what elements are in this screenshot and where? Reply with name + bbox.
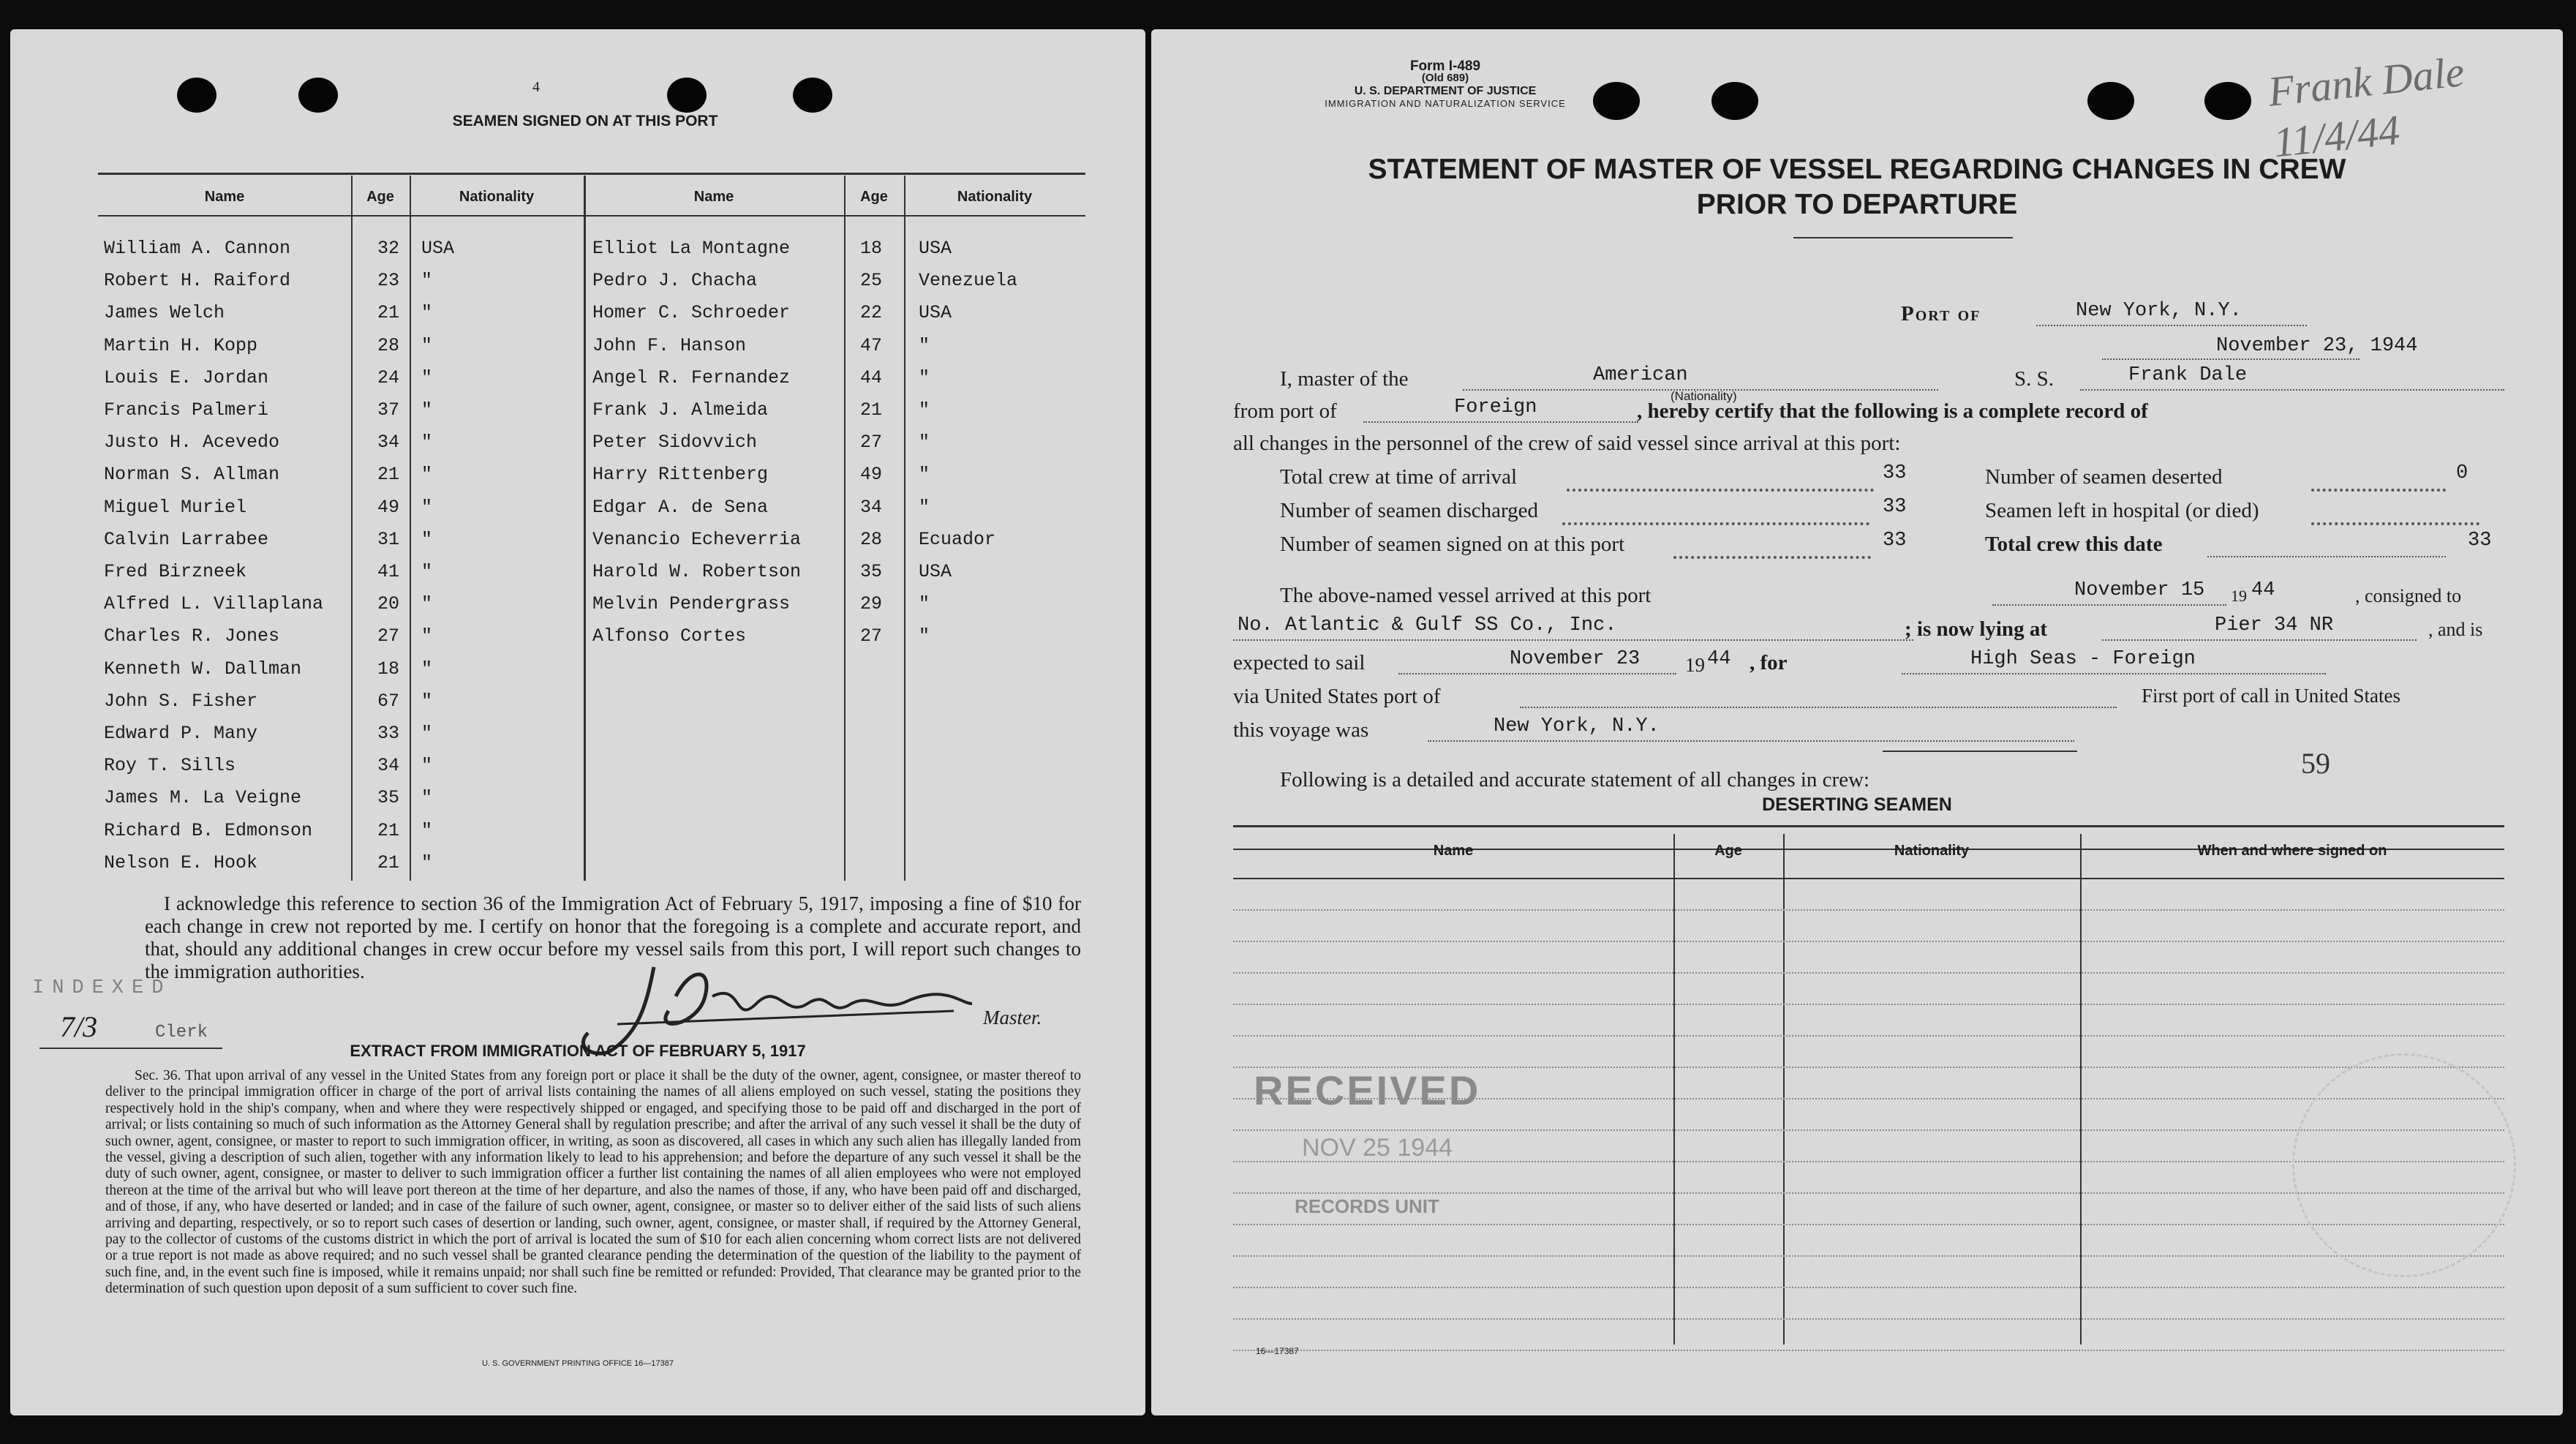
vessel-name: Frank Dale <box>2128 364 2248 386</box>
crew-nationality: " <box>421 755 433 776</box>
crew-nationality: " <box>421 335 433 356</box>
nationality-value: American <box>1593 364 1688 386</box>
total-crew-label: Total crew at time of arrival <box>1280 465 1518 489</box>
faint-seal <box>2292 1053 2516 1277</box>
form-old-number: (Old 689) <box>1421 72 1469 84</box>
first-port-label: First port of call in United States <box>2142 685 2400 707</box>
received-date: NOV 25 1944 <box>1302 1134 1453 1162</box>
crew-nationality: " <box>421 852 433 873</box>
title-rule <box>1793 237 2013 238</box>
crew-name: Melvin Pendergrass <box>592 593 791 614</box>
crew-name: Kenneth W. Dallman <box>104 658 302 680</box>
expected-label: expected to sail <box>1233 651 1366 674</box>
col-header-name: Name <box>204 189 245 205</box>
consignee-value: No. Atlantic & Gulf SS Co., Inc. <box>1238 614 1617 636</box>
desert-table-row <box>1233 1255 2504 1257</box>
crew-name: Edward P. Many <box>104 723 258 744</box>
extract-title: EXTRACT FROM IMMIGRATION ACT OF FEBRUARY 5, 1917 <box>350 1042 806 1060</box>
crew-name: Norman S. Allman <box>104 464 280 485</box>
crew-nationality: " <box>919 497 930 518</box>
crew-age: 35 <box>377 787 400 808</box>
certify-text-2: all changes in the personnel of the crew of said vessel since arrival at this port: <box>1233 432 1901 455</box>
crew-age: 21 <box>377 464 400 485</box>
arrived-rule <box>1992 604 2226 606</box>
handwritten-note: Frank Dale 11/4/44 <box>2265 48 2467 167</box>
total-date-leader <box>2207 556 2446 557</box>
handwritten-page-number: 59 <box>2301 747 2330 780</box>
crew-nationality: " <box>421 302 433 323</box>
crew-table-row <box>10 459 1145 491</box>
col-header-nationality: Nationality <box>459 189 535 205</box>
crew-table-row <box>10 492 1145 524</box>
desert-col-age: Age <box>1714 843 1742 859</box>
deserting-seamen-title: DESERTING SEAMEN <box>1762 794 1952 815</box>
arrived-month-day: November 15 <box>2074 579 2205 601</box>
crew-nationality: " <box>421 529 433 550</box>
binder-hole <box>298 78 338 113</box>
crew-nationality: " <box>919 625 930 647</box>
via-port-rule <box>1520 707 2117 708</box>
crew-nationality: " <box>919 399 930 421</box>
sail-year: 44 <box>1707 648 1731 670</box>
crew-age: 23 <box>377 270 400 291</box>
crew-nationality: USA <box>919 561 952 582</box>
crew-nationality: " <box>919 593 930 614</box>
crew-table-row <box>10 750 1145 782</box>
voyage-value: New York, N.Y. <box>1494 715 1660 737</box>
total-date-label: Total crew this date <box>1985 533 2163 556</box>
total-date-value: 33 <box>2468 530 2492 552</box>
arrived-label: The above-named vessel arrived at this port <box>1280 584 1652 607</box>
crew-nationality: " <box>421 432 433 453</box>
crew-age: 44 <box>860 367 883 388</box>
desert-table-row <box>1233 1350 2504 1351</box>
consigned-label: , consigned to <box>2355 585 2462 606</box>
ss-label: S. S. <box>2014 367 2055 391</box>
col-header-nationality: Nationality <box>957 189 1033 205</box>
crew-nationality: " <box>919 367 930 388</box>
crew-name: William A. Cannon <box>104 238 291 259</box>
service-name: IMMIGRATION AND NATURALIZATION SERVICE <box>1325 98 1566 109</box>
department-name: U. S. DEPARTMENT OF JUSTICE <box>1354 85 1537 97</box>
desert-table-row <box>1233 1318 2504 1320</box>
right-page: Form I-489 (Old 689) U. S. DEPARTMENT OF JUSTICE IMMIGRATION AND NATURALIZATION SERVICE Frank Dale 11/4/44 STATEMENT OF MASTER OF VESSEL REGARDING CHANGES IN CREW PRIOR TO DEPARTURE Port of New York, N.Y. November 23, 1944 I, master of the American (Nationality) S. S. Frank Dale from port of Foreign , hereby certify that the following is a complete record of all changes in the personnel of the crew of said vessel since arrival at this port: Total crew at time of arrival 33 Number of seamen deserted 0 Number of seamen discharged 33 Seamen left in hospital (or died) Number of seamen signed on at this port 33 Total crew this date 33 The above-named vessel arrived at this port November 15 19 44 , consigned to No. Atlantic & Gulf SS Co., Inc. ; is now lying at Pier 34 NR , and is expected to sail November 23 19 44 , for High Seas - Foreign via United States port of First port of call in United States this voyage was New York, N.Y. Following is a detailed and accurate statement of all changes in crew: 59 DESERTING SEAMEN Name Age Nationality When and where signed on RECEIVED NOV 25 1944 RECORDS UNIT 16—17387 <box>1151 29 2563 1415</box>
crew-table-row <box>10 782 1145 814</box>
crew-nationality: " <box>421 561 433 582</box>
crew-age: 21 <box>377 852 400 873</box>
vessel-rule <box>2080 389 2504 391</box>
signed-on-leader <box>1673 556 1871 559</box>
crew-age: 29 <box>860 593 883 614</box>
clerk-label: Clerk <box>155 1023 208 1042</box>
crew-nationality: " <box>421 658 433 680</box>
desert-table-row <box>1233 1035 2504 1037</box>
crew-age: 22 <box>860 302 883 323</box>
page-number: 4 <box>532 79 540 95</box>
crew-age: 35 <box>860 561 883 582</box>
crew-age: 34 <box>860 497 883 518</box>
desert-col-nationality: Nationality <box>1894 843 1970 859</box>
discharged-value: 33 <box>1883 496 1907 518</box>
crew-nationality: " <box>421 625 433 647</box>
printing-office-line: U. S. GOVERNMENT PRINTING OFFICE 16—17387 <box>481 1359 674 1368</box>
port-label: Port of <box>1901 302 1981 326</box>
binder-hole <box>2204 82 2251 120</box>
crew-name: Robert H. Raiford <box>104 270 291 291</box>
crew-table-row <box>10 233 1145 265</box>
destination-value: High Seas - Foreign <box>1970 648 2196 670</box>
form-number: Form I-489 <box>1409 59 1481 74</box>
sail-date: November 23 <box>1510 648 1641 670</box>
crew-nationality: Ecuador <box>919 529 996 550</box>
master-of-label: I, master of the <box>1280 367 1409 391</box>
lying-value: Pier 34 NR <box>2215 614 2334 636</box>
crew-name: Justo H. Acevedo <box>104 432 280 453</box>
crew-table-row <box>10 426 1145 459</box>
crew-age: 49 <box>860 464 883 485</box>
crew-age: 33 <box>377 723 400 744</box>
crew-nationality: " <box>421 464 433 485</box>
signed-on-label: Number of seamen signed on at this port <box>1280 533 1625 556</box>
date-rule <box>2102 358 2360 360</box>
signed-on-value: 33 <box>1883 530 1907 552</box>
deserted-leader <box>2311 489 2446 492</box>
crew-name: Venancio Echeverria <box>592 529 802 550</box>
crew-nationality: " <box>421 367 433 388</box>
desert-table-row <box>1233 1287 2504 1288</box>
nationality-caption: (Nationality) <box>1671 389 1737 403</box>
crew-nationality: " <box>421 399 433 421</box>
arrived-year: 44 <box>2251 579 2275 601</box>
crew-age: 25 <box>860 270 883 291</box>
crew-age: 47 <box>860 335 883 356</box>
crew-age: 34 <box>377 432 400 453</box>
crew-name: John F. Hanson <box>592 335 747 356</box>
desert-col-name: Name <box>1433 843 1474 859</box>
crew-table-row <box>10 718 1145 750</box>
voyage-label: this voyage was <box>1233 718 1369 742</box>
crew-table-row <box>10 297 1145 329</box>
following-text: Following is a detailed and accurate statement of all changes in crew: <box>1280 768 1870 791</box>
from-port-value: Foreign <box>1454 396 1537 418</box>
left-page <box>10 29 1145 1415</box>
crew-age: 28 <box>860 529 883 550</box>
lying-rule <box>2102 639 2417 641</box>
desert-col-when-where: When and where signed on <box>2197 843 2387 859</box>
binder-hole <box>667 78 707 113</box>
form-title-line2: PRIOR TO DEPARTURE <box>1696 189 2018 220</box>
crew-table-row <box>10 330 1145 362</box>
desert-table-top <box>1233 825 2504 827</box>
crew-nationality: " <box>421 723 433 744</box>
crew-age: 27 <box>860 432 883 453</box>
port-rule <box>2036 325 2307 326</box>
binder-hole <box>793 78 832 113</box>
from-port-rule <box>1363 421 1638 423</box>
binder-hole <box>2087 82 2134 120</box>
crew-age: 34 <box>377 755 400 776</box>
crew-name: Harry Rittenberg <box>592 464 769 485</box>
crew-name: Frank J. Almeida <box>592 399 769 421</box>
form-title-line1: STATEMENT OF MASTER OF VESSEL REGARDING CHANGES IN CREW <box>1368 154 2346 185</box>
sail-date-rule <box>1398 673 1676 674</box>
desert-table-row <box>1233 909 2504 911</box>
lying-label: ; is now lying at <box>1905 617 2047 641</box>
crew-age: 27 <box>377 625 400 647</box>
crew-nationality: " <box>421 593 433 614</box>
table-header-rule <box>98 215 1085 217</box>
port-value: New York, N.Y. <box>2076 300 2242 322</box>
crew-name: Homer C. Schroeder <box>592 302 791 323</box>
crew-name: Francis Palmeri <box>104 399 269 421</box>
acknowledgement-text: I acknowledge this reference to section 36 of the Immigration Act of February 5, 1917, imposing a fine of $10 for each change in crew not reported by me. I certify on honor that the foregoing is a complete and accurate report, and that, should any additional changes in crew occur before my vessel sails from this port, I will report such changes to the immigration authorities. <box>145 892 1081 982</box>
crew-nationality: " <box>919 432 930 453</box>
crew-name: Harold W. Robertson <box>592 561 802 582</box>
binder-hole <box>177 78 216 113</box>
crew-age: 20 <box>377 593 400 614</box>
crew-nationality: " <box>421 820 433 841</box>
crew-age: 21 <box>377 820 400 841</box>
crew-name: Fred Birzneek <box>104 561 247 582</box>
crew-nationality: " <box>421 691 433 712</box>
crew-name: Nelson E. Hook <box>104 852 258 873</box>
deserted-label: Number of seamen deserted <box>1985 465 2223 489</box>
crew-table-row <box>10 847 1145 879</box>
crew-name: Miguel Muriel <box>104 497 247 518</box>
consignee-rule <box>1233 639 1913 641</box>
crew-table-row <box>10 815 1145 847</box>
crew-age: 24 <box>377 367 400 388</box>
crew-table-row <box>10 588 1145 620</box>
desert-table-row <box>1233 1004 2504 1005</box>
crew-nationality: USA <box>919 238 952 259</box>
desert-table-header-bottom <box>1233 878 2504 879</box>
received-stamp: RECEIVED <box>1254 1067 1481 1113</box>
crew-name: Alfred L. Villaplana <box>104 593 324 614</box>
crew-age: 21 <box>377 302 400 323</box>
crew-name: Pedro J. Chacha <box>592 270 758 291</box>
crew-table-row <box>10 524 1145 556</box>
crew-name: Richard B. Edmonson <box>104 820 313 841</box>
crew-table-row <box>10 685 1145 718</box>
crew-age: 32 <box>377 238 400 259</box>
crew-age: 31 <box>377 529 400 550</box>
discharged-label: Number of seamen discharged <box>1280 499 1538 522</box>
crew-nationality: " <box>919 335 930 356</box>
section-title: SEAMEN SIGNED ON AT THIS PORT <box>452 113 718 129</box>
crew-nationality: " <box>421 497 433 518</box>
crew-nationality: USA <box>421 238 455 259</box>
crew-name: Alfonso Cortes <box>592 625 747 647</box>
total-crew-leader <box>1567 489 1874 492</box>
crew-table-row <box>10 653 1145 685</box>
crew-name: Edgar A. de Sena <box>592 497 769 518</box>
crew-table-row <box>10 620 1145 653</box>
crew-age: 37 <box>377 399 400 421</box>
crew-name: James M. La Veigne <box>104 787 302 808</box>
hospital-leader <box>2311 522 2479 525</box>
hospital-label: Seamen left in hospital (or died) <box>1985 499 2259 522</box>
crew-age: 21 <box>860 399 883 421</box>
crew-nationality: " <box>421 787 433 808</box>
crew-name: Elliot La Montagne <box>592 238 791 259</box>
table-top-rule <box>98 173 1085 175</box>
clerk-initials: 7/3 <box>60 1010 98 1043</box>
indexed-stamp: INDEXED <box>32 977 172 999</box>
crew-age: 27 <box>860 625 883 647</box>
crew-name: Calvin Larrabee <box>104 529 269 550</box>
col-header-age: Age <box>860 189 888 205</box>
crew-name: Angel R. Fernandez <box>592 367 791 388</box>
certify-text: , hereby certify that the following is a complete record of <box>1637 399 2148 423</box>
crew-nationality: " <box>919 464 930 485</box>
crew-age: 41 <box>377 561 400 582</box>
crew-nationality: Venezuela <box>919 270 1018 291</box>
destination-rule <box>1902 673 2326 674</box>
crew-table-row <box>10 394 1145 426</box>
crew-age: 18 <box>860 238 883 259</box>
date-value: November 23, 1944 <box>2216 335 2418 357</box>
crew-name: Charles R. Jones <box>104 625 280 647</box>
crew-name: John S. Fisher <box>104 691 258 712</box>
crew-name: Louis E. Jordan <box>104 367 269 388</box>
crew-table-row <box>10 362 1145 394</box>
and-is-label: , and is <box>2428 619 2483 640</box>
from-port-label: from port of <box>1233 399 1337 423</box>
crew-age: 67 <box>377 691 400 712</box>
col-header-name: Name <box>693 189 734 205</box>
crew-name: Roy T. Sills <box>104 755 236 776</box>
crew-nationality: USA <box>919 302 952 323</box>
crew-age: 49 <box>377 497 400 518</box>
for-label: , for <box>1750 651 1788 674</box>
col-header-age: Age <box>366 189 394 205</box>
crew-age: 28 <box>377 335 400 356</box>
binder-hole <box>1711 82 1758 120</box>
via-port-label: via United States port of <box>1233 685 1441 708</box>
extract-text: Sec. 36. That upon arrival of any vessel in the United States from any foreign port or place it shall be the duty of the owner, agent, consignee, or master thereof to deliver to the principal immigration officer in charge of the port of arrival lists containing the names of all aliens employed on such vessel, stating the positions they respectively hold in the ship's company, when and where they were respectively shipped or engaged, and specifying those to be paid off and discharged in the port of arrival; or lists containing so much of such information as the Attorney General shall by regulation prescribe; and after the arrival of any such vessel it shall be the duty of such owner, agent, consignee, or master to report to such immigration officer, in writing, as soon as discovered, all cases in which any such alien has illegally landed from the vessel, giving a description of such alien, together with any information likely to lead to his apprehension; and before the departure of any such vessel it shall be the duty of such owner, agent, consignee, or master to deliver to such immigration officer a further list containing the names of all alien employees who were not employed thereon at the time of the arrival but who will leave port thereon at the time of her departure, and also the names of those, if any, who have been paid off and discharged, and of those, if any, who have deserted or landed; and in case of the failure of such owner, agent, consignee, or master so to deliver either of the said lists of such aliens arriving and departing, respectively, or so to report such cases of desertion or landing, such owner, agent, consignee, or master shall, if required by the Attorney General, pay to the collector of customs of the customs district in which the port of arrival is located the sum of $10 for each alien concerning whom correct lists are not delivered or a true report is not made as above required; and no such vessel shall be granted clearance pending the determination of the question of the liability to the payment of such fine, and, in the event such fine is imposed, while it remains unpaid; nor shall such fine be remitted or refunded: Provided, That clearance may be granted prior to the determination of such question upon deposit of a sum sufficient to cover such fine. <box>105 1068 1081 1297</box>
discharged-leader <box>1562 522 1869 525</box>
desert-table-row <box>1233 972 2504 974</box>
total-crew-value: 33 <box>1883 462 1907 484</box>
crew-name: Peter Sidovvich <box>592 432 758 453</box>
master-label: Master. <box>983 1007 1042 1029</box>
crew-table-row <box>10 556 1145 588</box>
voyage-rule <box>1428 740 2074 742</box>
desert-table-row <box>1233 941 2504 942</box>
crew-name: James Welch <box>104 302 225 323</box>
short-rule <box>1883 751 2077 752</box>
deserted-value: 0 <box>2456 462 2468 484</box>
crew-table-row <box>10 265 1145 297</box>
records-unit: RECORDS UNIT <box>1295 1195 1439 1217</box>
crew-age: 18 <box>377 658 400 680</box>
crew-nationality: " <box>421 270 433 291</box>
crew-name: Martin H. Kopp <box>104 335 258 356</box>
form-code: 16—17387 <box>1256 1346 1299 1356</box>
